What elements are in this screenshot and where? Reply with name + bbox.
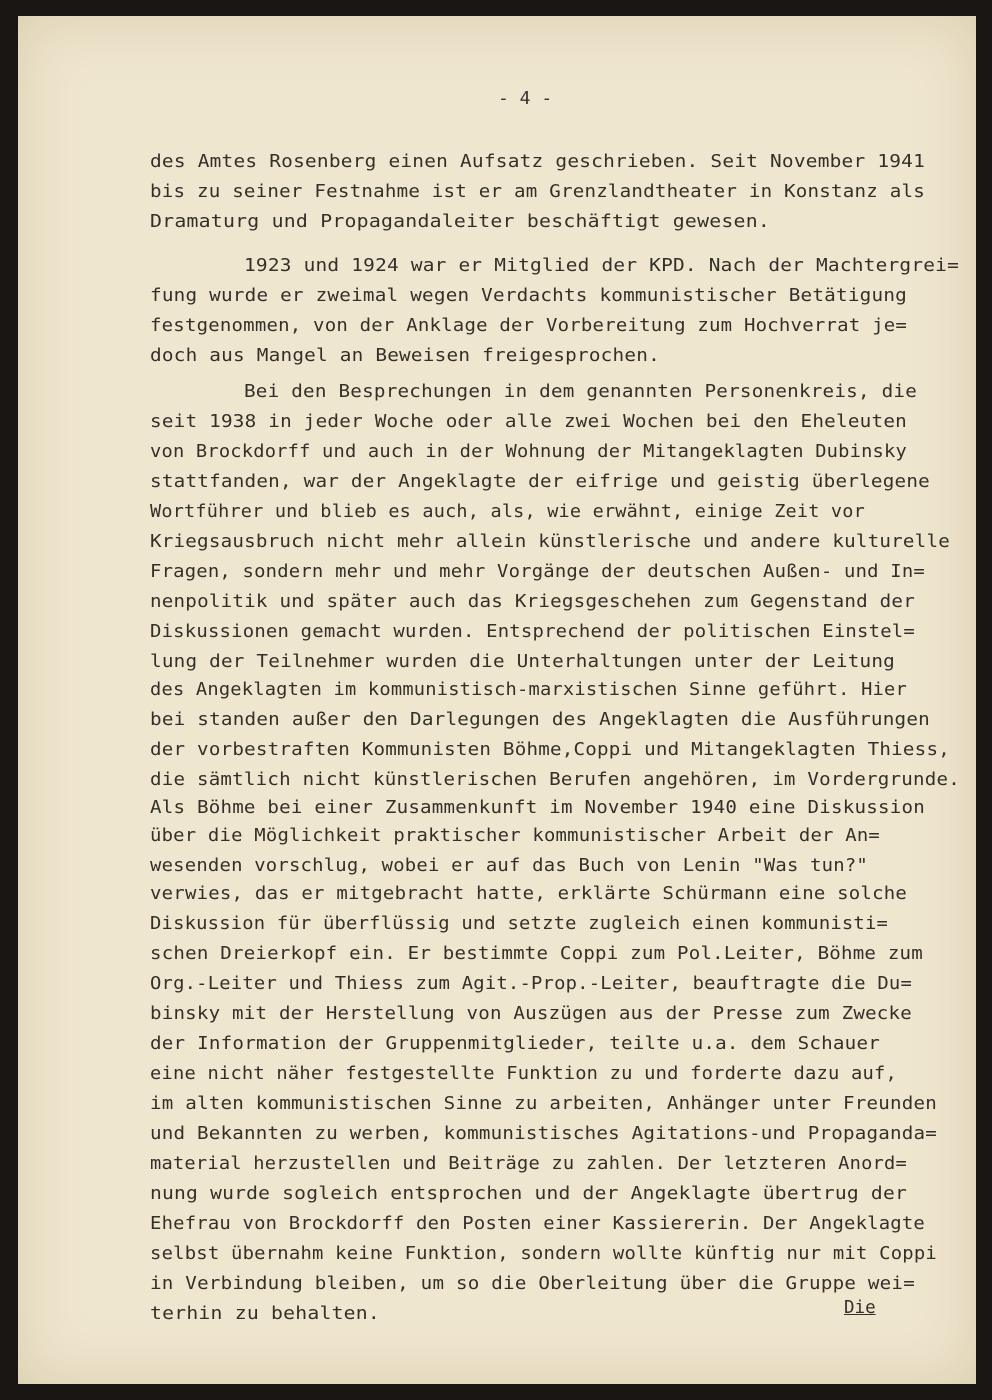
- text-line: eine nicht näher festgestellte Funktion zu und forderte dazu auf,: [150, 1064, 897, 1084]
- text-line: nung wurde sogleich entsprochen und der Angeklagte übertrug der: [150, 1184, 907, 1204]
- text-line: Kriegsausbruch nicht mehr allein künstlerische und andere kulturelle: [150, 532, 950, 552]
- text-line: Wortführer und blieb es auch, als, wie erwähnt, einige Zeit vor: [150, 502, 865, 522]
- text-line: des Angeklagten im kommunistisch-marxistischen Sinne geführt. Hier: [150, 680, 907, 700]
- text-line: Ehefrau von Brockdorff den Posten einer Kassiererin. Der Angeklagte: [150, 1214, 925, 1234]
- text-line: Diskussionen gemacht wurden. Entsprechend der politischen Einstel=: [150, 622, 915, 642]
- text-line: terhin zu behalten.: [150, 1304, 380, 1324]
- text-line: binsky mit der Herstellung von Auszügen aus der Presse zum Zwecke: [150, 1004, 912, 1024]
- text-line: wesenden vorschlug, wobei er auf das Buch von Lenin "Was tun?": [150, 856, 869, 876]
- text-line: lung der Teilnehmer wurden die Unterhaltungen unter der Leitung: [150, 652, 896, 672]
- page-continuation-word: Die: [844, 1298, 876, 1318]
- text-line: festgenommen, von der Anklage der Vorbereitung zum Hochverrat je=: [150, 316, 908, 336]
- text-line: des Amtes Rosenberg einen Aufsatz geschrieben. Seit November 1941: [150, 152, 926, 172]
- page-number: - 4 -: [498, 88, 553, 109]
- text-line: schen Dreierkopf ein. Er bestimmte Coppi zum Pol.Leiter, Böhme zum: [150, 944, 923, 964]
- text-line: bis zu seiner Festnahme ist er am Grenzlandtheater in Konstanz als: [150, 182, 925, 202]
- text-line: im alten kommunistischen Sinne zu arbeiten, Anhänger unter Freunden: [150, 1094, 937, 1114]
- text-line: doch aus Mangel an Beweisen freigesprochen.: [150, 346, 660, 366]
- text-line: stattfanden, war der Angeklagte der eifrige und geistig überlegene: [150, 472, 931, 492]
- text-line: über die Möglichkeit praktischer kommunistischer Arbeit der An=: [150, 826, 881, 846]
- text-line: die sämtlich nicht künstlerischen Berufen angehören, im Vordergrunde.: [150, 770, 960, 790]
- text-line: material herzustellen und Beiträge zu zahlen. Der letzteren Anord=: [150, 1154, 907, 1174]
- text-line: bei standen außer den Darlegungen des Angeklagten die Ausführungen: [150, 710, 931, 730]
- text-line: Fragen, sondern mehr und mehr Vorgänge der deutschen Außen- und In=: [150, 562, 925, 582]
- text-line: verwies, das er mitgebracht hatte, erklärte Schürmann eine solche: [150, 884, 908, 904]
- text-line: Diskussion für überflüssig und setzte zugleich einen kommunisti=: [150, 914, 889, 934]
- text-line: selbst übernahm keine Funktion, sondern wollte künftig nur mit Coppi: [150, 1244, 937, 1264]
- text-line: der vorbestraften Kommunisten Böhme,Coppi und Mitangeklagten Thiess,: [150, 740, 950, 760]
- text-line: der Information der Gruppenmitglieder, teilte u.a. dem Schauer: [150, 1034, 880, 1054]
- text-line: Bei den Besprechungen in dem genannten Personenkreis, die: [244, 382, 918, 402]
- text-line: Als Böhme bei einer Zusammenkunft im November 1940 eine Diskussion: [150, 798, 925, 818]
- text-line: Dramaturg und Propagandaleiter beschäftigt gewesen.: [150, 212, 771, 232]
- text-line: Org.-Leiter und Thiess zum Agit.-Prop.-Leiter, beauftragte die Du=: [150, 974, 913, 994]
- text-line: nenpolitik und später auch das Kriegsgeschehen zum Gegenstand der: [150, 592, 915, 612]
- text-line: seit 1938 in jeder Woche oder alle zwei Wochen bei den Eheleuten: [150, 412, 907, 432]
- text-line: fung wurde er zweimal wegen Verdachts kommunistischer Betätigung: [150, 286, 907, 306]
- text-line: und Bekannten zu werben, kommunistisches Agitations-und Propaganda=: [150, 1124, 937, 1144]
- text-line: von Brockdorff und auch in der Wohnung der Mitangeklagten Dubinsky: [150, 442, 907, 462]
- text-line: 1923 und 1924 war er Mitglied der KPD. Nach der Machtergrei=: [244, 256, 960, 276]
- text-line: in Verbindung bleiben, um so die Oberleitung über die Gruppe wei=: [150, 1274, 915, 1294]
